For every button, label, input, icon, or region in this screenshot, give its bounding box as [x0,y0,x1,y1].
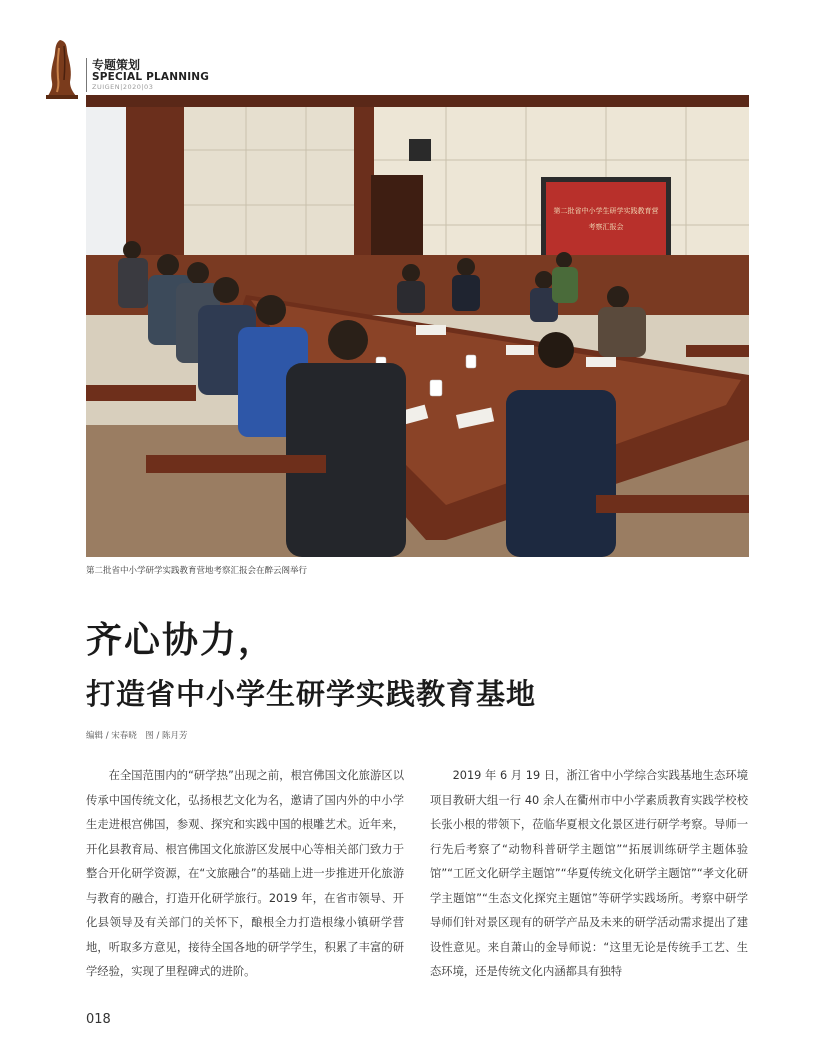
article-credits: 编辑 / 宋春晓 图 / 陈月芳 [86,731,188,741]
header-divider [86,58,87,92]
paragraph-right: 2019 年 6 月 19 日，浙江省中小学综合实践基地生态环境项目教研大组一行 40 余人在衢州市中小学素质教育实践学校校长张小根的带领下，莅临华夏根文化景区进行研学考察。导师一行先后考察了“动物科普研学主题馆”“拓展训练研学主题体验馆”“工匠文化研学主题馆”“华夏传统文化研学主题馆”“孝文化研学主题馆”“生态文化探究主题馆”等研学实践场所。考察中研学导师们针对景区现有的研学产品及未来的研学活动需求提出了建设性意见。来自萧山的金导师说：“这里无论是传统手工艺、生态环境，还是传统文化内涵都具有独特 [430,769,748,978]
body-column-left [86,764,404,985]
page-number: 018 [86,1012,111,1027]
section-title-en: SPECIAL PLANNING [92,71,210,83]
section-title-cn: 专题策划 [92,58,141,72]
root-sculpture-logo [46,38,78,100]
screen-text-line2: 考察汇报会 [588,223,624,231]
photo-caption: 第二批省中小学研学实践教育营地考察汇报会在醉云阁举行 [86,566,308,576]
paragraph-left: 在全国范围内的“研学热”出现之前，根宫佛国文化旅游区以传承中国传统文化，弘扬根艺文化为名，邀请了国内外的中小学生走进根宫佛国，参观、探究和实践中国的根雕艺术。近年来，开化县教育局、根宫佛国文化旅游区发展中心等相关部门致力于整合开化研学资源，在“文旅融合”的基础上进一步推进开化旅游与教育的融合，打造开化研学旅行。2019 年，在省市领导、开化县领导及有关部门的关怀下，酿根全力打造根缘小镇研学营地，听取多方意见，接待全国各地的研学学生，积累了丰富的研学经验，实现了里程碑式的进阶。 [86,769,404,978]
body-column-right [430,764,748,985]
screen-text-line1: 第二批省中小学生研学实践教育营 [553,207,659,215]
article-title: 齐心协力， [86,619,277,661]
meeting-photo [86,95,749,557]
article-subtitle: 打造省中小学生研学实践教育基地 [86,677,537,711]
issue-label: ZUIGEN|2020|03 [92,83,154,91]
